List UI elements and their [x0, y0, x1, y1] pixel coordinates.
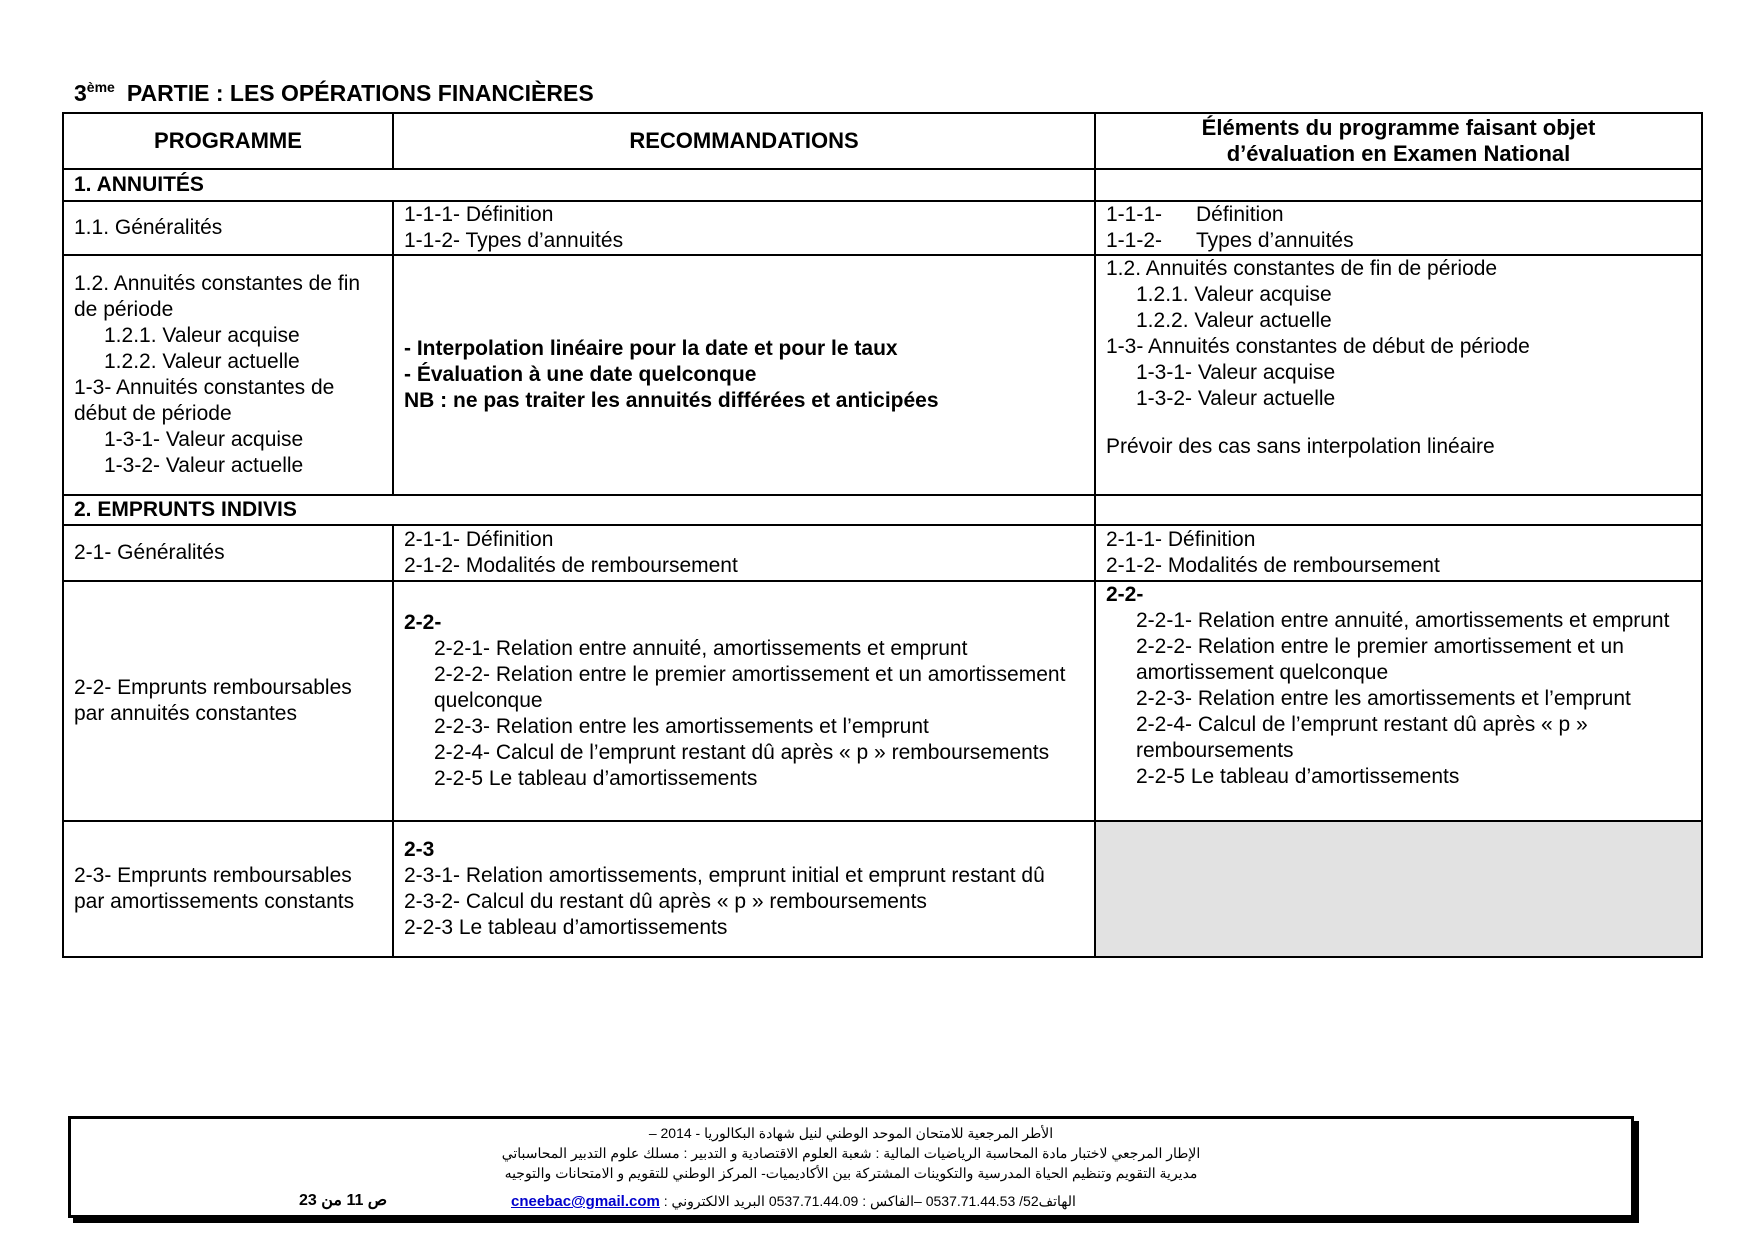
- list-item: 2-2-3- Relation entre les amortissements et l’emprunt: [434, 715, 929, 738]
- table-row: [63, 255, 1702, 495]
- evaluation-cell: [1095, 525, 1702, 581]
- list-item: 2-2-4- Calcul de l’emprunt restant dû après « p » remboursements: [1136, 713, 1588, 762]
- list-item: 2-1-2- Modalités de remboursement: [404, 554, 738, 577]
- list-item: 2-1-1- Définition: [1106, 528, 1256, 551]
- list-item: 2-2-2- Relation entre le premier amortissement et un amortissement quelconque: [1136, 635, 1624, 684]
- table-row: [63, 201, 1702, 255]
- section-row-emprunts: [63, 495, 1702, 525]
- evaluation-cell-empty: [1095, 821, 1702, 957]
- spacer: [1106, 412, 1691, 434]
- list-item: 1-3-1- Valeur acquise: [1136, 361, 1336, 384]
- table-row: [63, 581, 1702, 821]
- list-item: 1-3-2- Valeur actuelle: [1136, 387, 1336, 410]
- list-item: 2-2-3 Le tableau d’amortissements: [404, 916, 728, 939]
- list-item: Prévoir des cas sans interpolation linéaire: [1106, 435, 1495, 458]
- footer-lines: [71, 1123, 1631, 1183]
- list-item: 2-2-5 Le tableau d’amortissements: [1136, 765, 1460, 788]
- header-row: [63, 113, 1702, 169]
- program-table: [62, 112, 1703, 958]
- part-number-suffix: ème: [86, 79, 115, 95]
- list-item: 1.2.2. Valeur actuelle: [104, 350, 300, 373]
- list-item: 2-3-2- Calcul du restant dû après « p » remboursements: [404, 890, 927, 913]
- list-item: 1-1-1- Définition: [404, 203, 554, 226]
- footer-line-3: مديرية التقويم وتنظيم الحياة المدرسية والتكوينات المشتركة بين الأكاديميات- المركز الوطني للتقويم و الامتحانات والتوجيه: [504, 1165, 1198, 1181]
- footer-contact: [511, 1191, 1076, 1212]
- list-item: 2-2-5 Le tableau d’amortissements: [434, 767, 758, 790]
- list-item: 2-3-1- Relation amortissements, emprunt initial et emprunt restant dû: [404, 864, 1045, 887]
- item-code: 1-1-2-: [1106, 229, 1163, 252]
- list-item: - Interpolation linéaire pour la date et pour le taux: [404, 337, 898, 360]
- programme-cell: 2-3- Emprunts remboursables par amortissements constants: [63, 821, 393, 957]
- section-title-emprunts: 2. EMPRUNTS INDIVIS: [63, 495, 1095, 525]
- programme-cell: 2-2- Emprunts remboursables par annuités constantes: [63, 581, 393, 821]
- list-item: 1-1-2- Types d’annuités: [404, 229, 624, 252]
- list-item: NB : ne pas traiter les annuités différées et anticipées: [404, 389, 939, 412]
- footer: [68, 1116, 1634, 1218]
- list-item: 1.2. Annuités constantes de fin de période: [74, 272, 361, 321]
- table-row: [63, 821, 1702, 957]
- list-heading: 2-3: [404, 838, 435, 861]
- list-item: 2-2-1- Relation entre annuité, amortissements et emprunt: [1136, 609, 1670, 632]
- header-elements-evaluation: [1095, 113, 1702, 169]
- recommandations-cell: [393, 821, 1095, 957]
- header-eval-line2: d’évaluation en Examen National: [1226, 141, 1571, 166]
- header-recommandations: RECOMMANDATIONS: [393, 113, 1095, 169]
- page-number: ص 11 من 23: [299, 1192, 388, 1209]
- evaluation-cell: [1095, 581, 1702, 821]
- item-text: Types d’annuités: [1196, 229, 1354, 252]
- list-item: 1-3-2- Valeur actuelle: [104, 454, 304, 477]
- evaluation-cell: [1095, 255, 1702, 495]
- section-title-annuites: 1. ANNUITÉS: [63, 169, 1095, 201]
- header-eval-line1: Éléments du programme faisant objet: [1201, 115, 1596, 140]
- email-link[interactable]: cneebac@gmail.com: [511, 1193, 660, 1210]
- item-text: Définition: [1196, 203, 1284, 226]
- list-item: 1.2.2. Valeur actuelle: [1136, 309, 1332, 332]
- list-item: 2-2-1- Relation entre annuité, amortissements et emprunt: [434, 637, 968, 660]
- section-empty-cell: [1095, 495, 1702, 525]
- list-item: 1-3-1- Valeur acquise: [104, 428, 304, 451]
- footer-contact-text: الهاتف52/ 0537.71.44.53 –الفاكس : 0537.71.44.09 البريد الالكتروني :: [663, 1193, 1076, 1209]
- list-item: 2-2-2- Relation entre le premier amortissement et un amortissement quelconque: [434, 663, 1066, 712]
- list-item: [1106, 228, 1691, 254]
- evaluation-cell: [1095, 201, 1702, 255]
- list-item: 2-2-4- Calcul de l’emprunt restant dû après « p » remboursements: [434, 741, 1050, 764]
- part-title: [74, 80, 594, 105]
- table-row: [63, 525, 1702, 581]
- list-item: - Évaluation à une date quelconque: [404, 363, 757, 386]
- list-item: 1-3- Annuités constantes de début de période: [74, 376, 335, 425]
- footer-line-2: الإطار المرجعي لاختبار مادة المحاسبة الرياضيات المالية : شعبة العلوم الاقتصادية و التدبير : مسلك علوم التدبير المحاسباتي: [501, 1145, 1201, 1161]
- recommandations-cell: [393, 255, 1095, 495]
- list-heading: 2-2-: [404, 611, 442, 634]
- section-empty-cell: [1095, 169, 1702, 201]
- recommandations-cell: [393, 581, 1095, 821]
- item-code: 1-1-1-: [1106, 203, 1163, 226]
- list-item: 2-2-3- Relation entre les amortissements et l’emprunt: [1136, 687, 1631, 710]
- list-item: 1.2.1. Valeur acquise: [1136, 283, 1332, 306]
- programme-cell: 1.1. Généralités: [63, 201, 393, 255]
- list-item: 1-3- Annuités constantes de début de période: [1106, 335, 1530, 358]
- list-item: [1106, 202, 1691, 228]
- recommandations-cell: [393, 201, 1095, 255]
- programme-cell: 2-1- Généralités: [63, 525, 393, 581]
- list-item: 1.2. Annuités constantes de fin de période: [1106, 257, 1498, 280]
- list-item: 2-1-1- Définition: [404, 528, 554, 551]
- part-number: 3: [74, 80, 87, 106]
- header-programme: PROGRAMME: [63, 113, 393, 169]
- footer-line-1: الأطر المرجعية للامتحان الموحد الوطني لنيل شهادة البكالوريا - 2014 –: [648, 1125, 1054, 1141]
- programme-cell: [63, 255, 393, 495]
- list-item: 1.2.1. Valeur acquise: [104, 324, 300, 347]
- section-row-annuites: [63, 169, 1702, 201]
- list-heading: 2-2-: [1106, 583, 1144, 606]
- part-heading: PARTIE : LES OPÉRATIONS FINANCIÈRES: [126, 80, 594, 106]
- recommandations-cell: [393, 525, 1095, 581]
- list-item: 2-1-2- Modalités de remboursement: [1106, 554, 1440, 577]
